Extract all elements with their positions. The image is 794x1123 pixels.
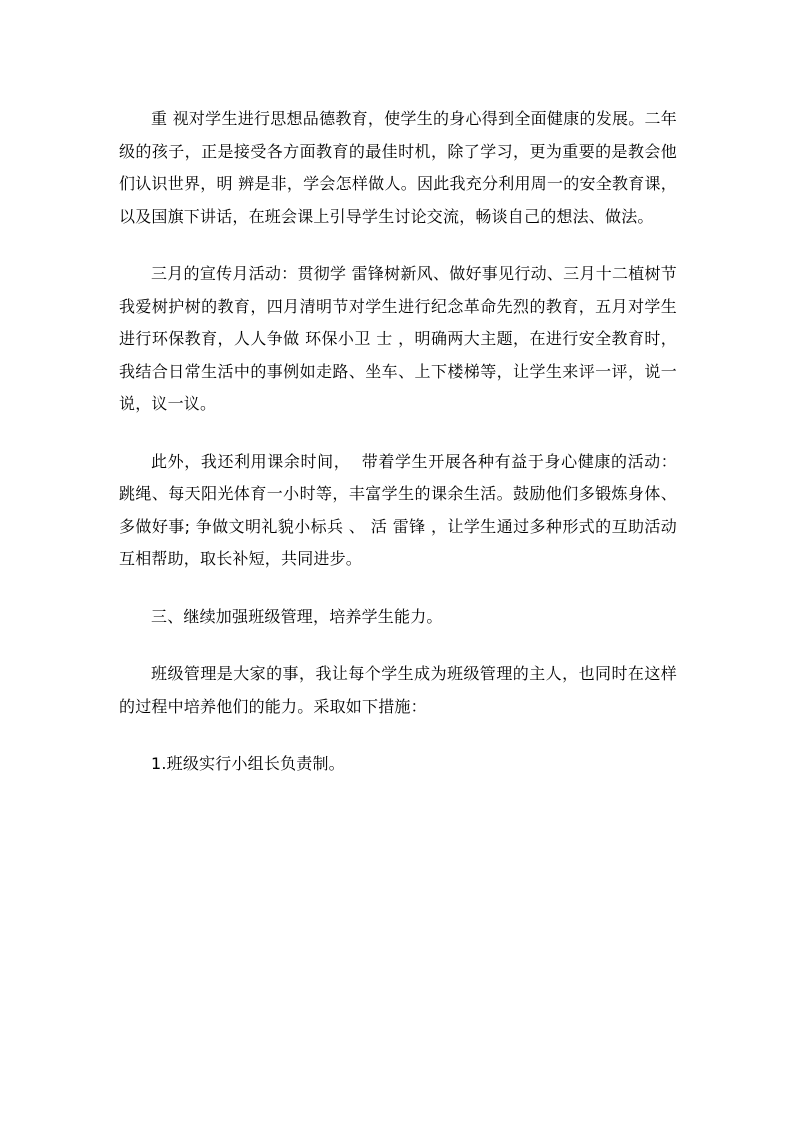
section-heading-class-management: 三、继续加强班级管理，培养学生能力。 (151, 606, 443, 626)
paragraph-march-activities: 三月的宣传月活动：贯彻学 雷锋树新风、做好事见行动、三月十二植树节我爱树护树的教育，四月清明节对学生进行纪念革命先烈的教育，五月对学生进行环保教育，人人争做 环保小卫 士 ，明确两大主题，在进行安全教育时，我结合日常生活中的事例如走路、坐车、上下楼梯等，让学生来评一评，说一说，议一议。 (119, 264, 677, 413)
paragraph-extracurricular: 此外，我还利用课余时间， 带着学生开展各种有益于身心健康的活动：跳绳、每天阳光体育一小时等，丰富学生的课余生活。鼓励他们多锻炼身体、多做好事; 争做文明礼貌小标兵 、 活 雷锋 ，让学生通过多种形式的互助活动互相帮助，取长补短，共同进步。 (119, 451, 677, 568)
paragraph-class-management: 班级管理是大家的事，我让每个学生成为班级管理的主人，也同时在这样的过程中培养他们的能力。采取如下措施： (119, 664, 677, 716)
list-item-group-leader: 1.班级实行小组长负责制。 (151, 754, 345, 773)
document-body (119, 103, 677, 806)
paragraph-moral-education: 重 视对学生进行思想品德教育，使学生的身心得到全面健康的发展。二年级的孩子，正是接受各方面教育的最佳时机，除了学习，更为重要的是教会他们认识世界，明 辨是非，学会怎样做人。因此我充分利用周一的安全教育课，以及国旗下讲话，在班会课上引导学生讨论交流，畅谈自己的想法、做法。 (119, 109, 677, 226)
